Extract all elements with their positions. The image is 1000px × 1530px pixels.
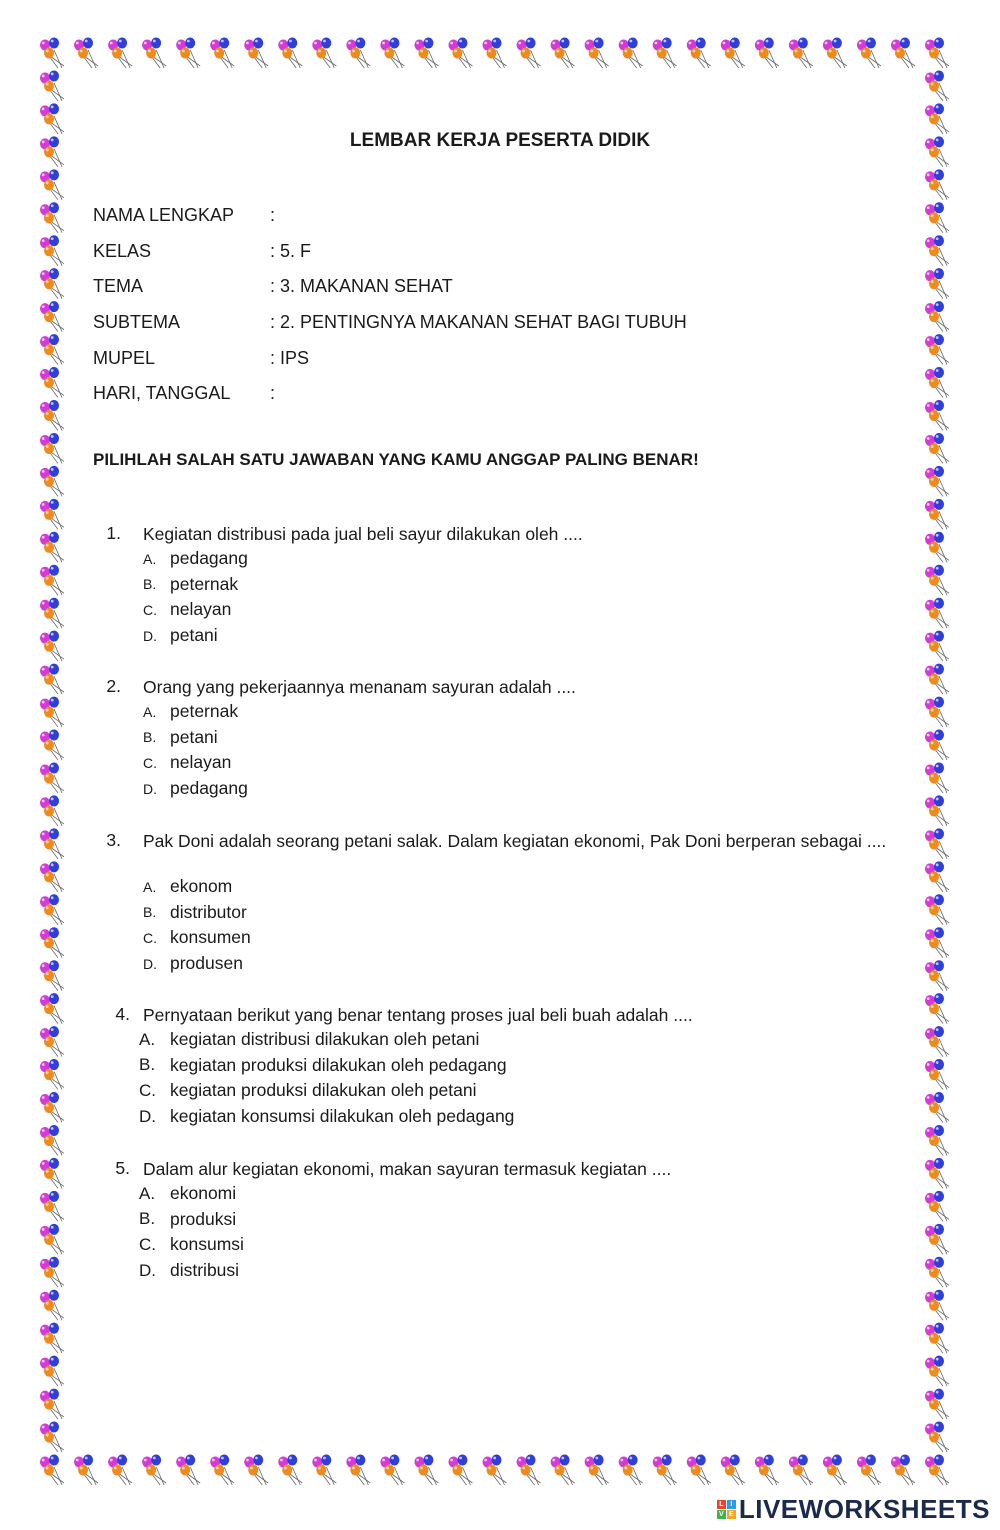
balloon-cluster-icon [74, 38, 98, 69]
info-label: MUPEL [93, 347, 156, 368]
balloon-cluster-icon [925, 1389, 949, 1420]
option-letter: C. [139, 1234, 156, 1254]
balloon-cluster-icon [619, 38, 643, 69]
option-a[interactable] [143, 699, 238, 725]
balloon-cluster-icon [40, 1158, 64, 1189]
balloon-cluster-icon [176, 38, 200, 69]
balloon-cluster-icon [925, 960, 949, 991]
balloon-cluster-icon [925, 169, 949, 200]
info-row-date [93, 376, 687, 412]
info-row-class [93, 234, 687, 270]
option-text: nelayan [170, 599, 232, 620]
option-b[interactable] [143, 900, 247, 926]
option-text: kegiatan produksi dilakukan oleh petani [170, 1080, 477, 1101]
option-text: petani [170, 625, 218, 646]
balloon-cluster-icon [823, 1455, 847, 1486]
info-label: NAMA LENGKAP [93, 205, 235, 226]
option-letter: A. [139, 1183, 156, 1203]
option-letter: D. [143, 627, 157, 644]
balloon-cluster-icon [925, 861, 949, 892]
balloon-cluster-icon [925, 565, 949, 596]
balloon-cluster-icon [40, 1422, 64, 1453]
question-text: Dalam alur kegiatan ekonomi, makan sayuran termasuk kegiatan .... [143, 1159, 672, 1179]
balloon-cluster-icon [925, 400, 949, 431]
balloon-cluster-icon [40, 268, 64, 299]
option-a[interactable] [143, 874, 232, 900]
balloon-cluster-icon [925, 1323, 949, 1354]
question-number: 4. [115, 1004, 130, 1024]
info-value: : 2. PENTINGNYA MAKANAN SEHAT BAGI TUBUH [270, 312, 687, 333]
balloon-cluster-icon [925, 1059, 949, 1090]
balloon-cluster-icon [925, 334, 949, 365]
balloon-cluster-icon [346, 1455, 370, 1486]
option-c[interactable] [143, 925, 251, 951]
balloon-cluster-icon [925, 433, 949, 464]
option-text: kegiatan distribusi dilakukan oleh petani [170, 1029, 480, 1050]
balloon-cluster-icon [619, 1455, 643, 1486]
balloon-cluster-icon [40, 762, 64, 793]
balloon-cluster-icon [142, 1455, 166, 1486]
option-text: konsumsi [170, 1234, 244, 1255]
balloon-cluster-icon [40, 202, 64, 233]
balloon-cluster-icon [40, 235, 64, 266]
balloon-cluster-icon [925, 202, 949, 233]
info-label: KELAS [93, 240, 152, 261]
balloon-cluster-icon [414, 1455, 438, 1486]
balloon-cluster-icon [40, 433, 64, 464]
balloon-cluster-icon [925, 268, 949, 299]
option-letter: A. [139, 1029, 156, 1049]
balloon-cluster-icon [108, 38, 132, 69]
balloon-cluster-icon [551, 1455, 575, 1486]
info-label: SUBTEMA [93, 312, 181, 333]
balloon-cluster-icon [278, 38, 302, 69]
info-value: : 3. MAKANAN SEHAT [270, 276, 453, 297]
balloon-cluster-icon [40, 400, 64, 431]
option-d[interactable] [139, 1258, 239, 1284]
balloon-cluster-icon [40, 334, 64, 365]
info-value: : 5. F [270, 240, 312, 261]
balloon-cluster-icon [755, 38, 779, 69]
info-value[interactable]: : [270, 205, 276, 226]
balloon-cluster-icon [517, 1455, 541, 1486]
question-number: 3. [106, 830, 121, 850]
balloon-cluster-icon [40, 795, 64, 826]
option-letter: C. [139, 1080, 156, 1100]
balloon-cluster-icon [483, 1455, 507, 1486]
balloon-cluster-icon [925, 1158, 949, 1189]
info-value[interactable]: : [270, 383, 276, 404]
question-text: Orang yang pekerjaannya menanam sayuran adalah .... [143, 677, 576, 697]
balloon-cluster-icon [278, 1455, 302, 1486]
balloon-cluster-icon [312, 1455, 336, 1486]
balloon-cluster-icon [925, 927, 949, 958]
balloon-cluster-icon [823, 38, 847, 69]
option-b[interactable] [139, 1207, 236, 1233]
balloon-cluster-icon [891, 38, 915, 69]
balloon-cluster-icon [925, 1422, 949, 1453]
balloon-cluster-icon [857, 1455, 881, 1486]
question-text: Pak Doni adalah seorang petani salak. Dalam kegiatan ekonomi, Pak Doni berperan sebagai .... [143, 831, 887, 851]
option-text: distributor [170, 901, 247, 922]
balloon-cluster-icon [789, 1455, 813, 1486]
option-text: peternak [170, 573, 239, 594]
balloon-cluster-icon [40, 1323, 64, 1354]
balloon-cluster-icon [925, 1026, 949, 1057]
balloon-cluster-icon [312, 38, 336, 69]
balloon-cluster-icon [585, 1455, 609, 1486]
liveworksheets-footer[interactable] [717, 1494, 990, 1525]
option-letter: B. [143, 904, 157, 921]
balloon-cluster-icon [483, 38, 507, 69]
option-letter: D. [143, 955, 157, 972]
balloon-cluster-icon [40, 894, 64, 925]
balloon-cluster-icon [925, 894, 949, 925]
balloon-cluster-icon [40, 730, 64, 761]
balloon-cluster-icon [210, 1455, 234, 1486]
balloon-cluster-icon [40, 565, 64, 596]
brand-name: LIVEWORKSHEETS [738, 1494, 990, 1524]
option-letter: B. [139, 1055, 156, 1075]
balloon-cluster-icon [380, 1455, 404, 1486]
option-letter: C. [143, 754, 157, 771]
instruction: PILIHLAH SALAH SATU JAWABAN YANG KAMU ANGGAP PALING BENAR! [93, 450, 699, 469]
balloon-cluster-icon [755, 1455, 779, 1486]
option-c[interactable] [143, 750, 231, 776]
balloon-cluster-icon [244, 1455, 268, 1486]
balloon-cluster-icon [448, 38, 472, 69]
balloon-cluster-icon [40, 1257, 64, 1288]
option-text: produsen [170, 953, 243, 974]
balloon-cluster-icon [40, 499, 64, 530]
option-b[interactable] [139, 1053, 507, 1079]
question-number: 5. [115, 1158, 130, 1178]
balloon-cluster-icon [925, 1257, 949, 1288]
info-row-subject [93, 340, 687, 376]
balloon-cluster-icon [925, 70, 949, 101]
balloon-cluster-icon [687, 1455, 711, 1486]
option-letter: B. [143, 729, 157, 746]
option-letter: A. [143, 878, 157, 895]
balloon-cluster-icon [210, 38, 234, 69]
option-letter: C. [143, 601, 157, 618]
option-a[interactable] [143, 546, 248, 572]
logo-letter: L [717, 1500, 726, 1509]
logo-letter: I [727, 1500, 736, 1509]
info-row-name [93, 198, 687, 234]
option-a[interactable] [139, 1027, 479, 1053]
option-c[interactable] [139, 1078, 476, 1104]
info-label: HARI, TANGGAL [93, 383, 231, 404]
option-b[interactable] [143, 572, 238, 598]
balloon-cluster-icon [40, 993, 64, 1024]
option-letter: D. [139, 1260, 156, 1280]
option-letter: C. [143, 929, 157, 946]
option-text: produksi [170, 1208, 237, 1229]
balloon-cluster-icon [925, 697, 949, 728]
balloon-cluster-icon [40, 1455, 64, 1486]
option-text: pedagang [170, 778, 248, 799]
balloon-cluster-icon [40, 1290, 64, 1321]
balloon-cluster-icon [244, 38, 268, 69]
option-letter: D. [143, 780, 157, 797]
balloon-cluster-icon [925, 1092, 949, 1123]
option-b[interactable] [143, 725, 218, 751]
balloon-cluster-icon [40, 1389, 64, 1420]
balloon-cluster-icon [40, 927, 64, 958]
option-d[interactable] [143, 776, 248, 802]
balloon-cluster-icon [142, 38, 166, 69]
balloon-cluster-icon [40, 169, 64, 200]
balloon-cluster-icon [653, 38, 677, 69]
balloon-cluster-icon [925, 367, 949, 398]
balloon-cluster-icon [789, 38, 813, 69]
balloon-cluster-icon [74, 1455, 98, 1486]
option-c[interactable] [143, 597, 231, 623]
balloon-cluster-icon [40, 1092, 64, 1123]
balloon-cluster-icon [925, 1356, 949, 1387]
balloon-cluster-icon [40, 301, 64, 332]
balloon-cluster-icon [891, 1455, 915, 1486]
question-text: Pernyataan berikut yang benar tentang proses jual beli buah adalah .... [143, 1005, 693, 1025]
question-text: Kegiatan distribusi pada jual beli sayur dilakukan oleh .... [143, 524, 583, 544]
balloon-cluster-icon [721, 1455, 745, 1486]
balloon-cluster-icon [40, 861, 64, 892]
balloon-cluster-icon [925, 828, 949, 859]
balloon-cluster-icon [176, 1455, 200, 1486]
balloon-cluster-icon [40, 1224, 64, 1255]
option-text: kegiatan konsumsi dilakukan oleh pedagang [170, 1106, 515, 1127]
option-text: petani [170, 726, 218, 747]
balloon-cluster-icon [925, 499, 949, 530]
option-letter: D. [139, 1106, 156, 1126]
liveworksheets-logo-icon [717, 1500, 736, 1519]
option-d[interactable] [143, 623, 218, 649]
balloon-cluster-icon [925, 466, 949, 497]
balloon-cluster-icon [925, 38, 949, 69]
balloon-cluster-icon [925, 1290, 949, 1321]
balloon-cluster-icon [925, 1224, 949, 1255]
balloon-cluster-icon [40, 598, 64, 629]
option-text: ekonom [170, 876, 233, 897]
balloon-cluster-icon [448, 1455, 472, 1486]
balloon-cluster-icon [40, 1191, 64, 1222]
balloon-cluster-icon [925, 993, 949, 1024]
option-text: pedagang [170, 548, 248, 569]
balloon-cluster-icon [40, 697, 64, 728]
student-info [93, 198, 687, 412]
balloon-cluster-icon [925, 795, 949, 826]
balloon-cluster-icon [517, 38, 541, 69]
option-letter: A. [143, 703, 157, 720]
balloon-cluster-icon [925, 1191, 949, 1222]
balloon-cluster-icon [40, 631, 64, 662]
option-c[interactable] [139, 1232, 244, 1258]
balloon-cluster-icon [40, 1059, 64, 1090]
balloon-cluster-icon [925, 1125, 949, 1156]
balloon-cluster-icon [40, 1026, 64, 1057]
option-letter: A. [143, 550, 157, 567]
option-letter: B. [143, 576, 157, 593]
balloon-cluster-icon [40, 70, 64, 101]
balloon-cluster-icon [414, 38, 438, 69]
option-text: kegiatan produksi dilakukan oleh pedagang [170, 1054, 507, 1075]
balloon-cluster-icon [653, 1455, 677, 1486]
page-title: LEMBAR KERJA PESERTA DIDIK [349, 130, 651, 151]
balloon-cluster-icon [925, 235, 949, 266]
balloon-cluster-icon [925, 598, 949, 629]
balloon-cluster-icon [346, 38, 370, 69]
balloon-cluster-icon [925, 1455, 949, 1486]
logo-letter: V [717, 1510, 726, 1519]
info-value: : IPS [270, 347, 310, 368]
balloon-cluster-icon [925, 730, 949, 761]
balloon-cluster-icon [40, 38, 64, 69]
balloon-cluster-icon [721, 38, 745, 69]
option-text: peternak [170, 701, 239, 722]
balloon-cluster-icon [40, 367, 64, 398]
balloon-cluster-icon [687, 38, 711, 69]
balloon-cluster-icon [40, 466, 64, 497]
balloon-cluster-icon [925, 301, 949, 332]
question-number: 1. [106, 523, 121, 543]
balloon-cluster-icon [40, 532, 64, 563]
question-number: 2. [106, 676, 121, 696]
balloon-cluster-icon [40, 828, 64, 859]
balloon-cluster-icon [40, 960, 64, 991]
option-text: nelayan [170, 752, 232, 773]
logo-letter: E [727, 1510, 736, 1519]
balloon-cluster-icon [925, 631, 949, 662]
option-text: ekonomi [170, 1183, 237, 1204]
balloon-cluster-icon [857, 38, 881, 69]
info-row-subtheme [93, 305, 687, 341]
option-a[interactable] [139, 1181, 236, 1207]
balloon-cluster-icon [585, 38, 609, 69]
balloon-cluster-icon [40, 1356, 64, 1387]
option-d[interactable] [139, 1104, 514, 1130]
balloon-cluster-icon [925, 664, 949, 695]
balloon-cluster-icon [40, 1125, 64, 1156]
option-text: konsumen [170, 927, 251, 948]
balloon-cluster-icon [925, 532, 949, 563]
option-d[interactable] [143, 951, 243, 977]
balloon-cluster-icon [380, 38, 404, 69]
balloon-cluster-icon [551, 38, 575, 69]
balloon-cluster-icon [40, 664, 64, 695]
info-label: TEMA [93, 276, 144, 297]
info-row-theme [93, 269, 687, 305]
balloon-cluster-icon [925, 762, 949, 793]
balloon-cluster-icon [108, 1455, 132, 1486]
option-text: distribusi [170, 1260, 240, 1281]
option-letter: B. [139, 1209, 156, 1229]
